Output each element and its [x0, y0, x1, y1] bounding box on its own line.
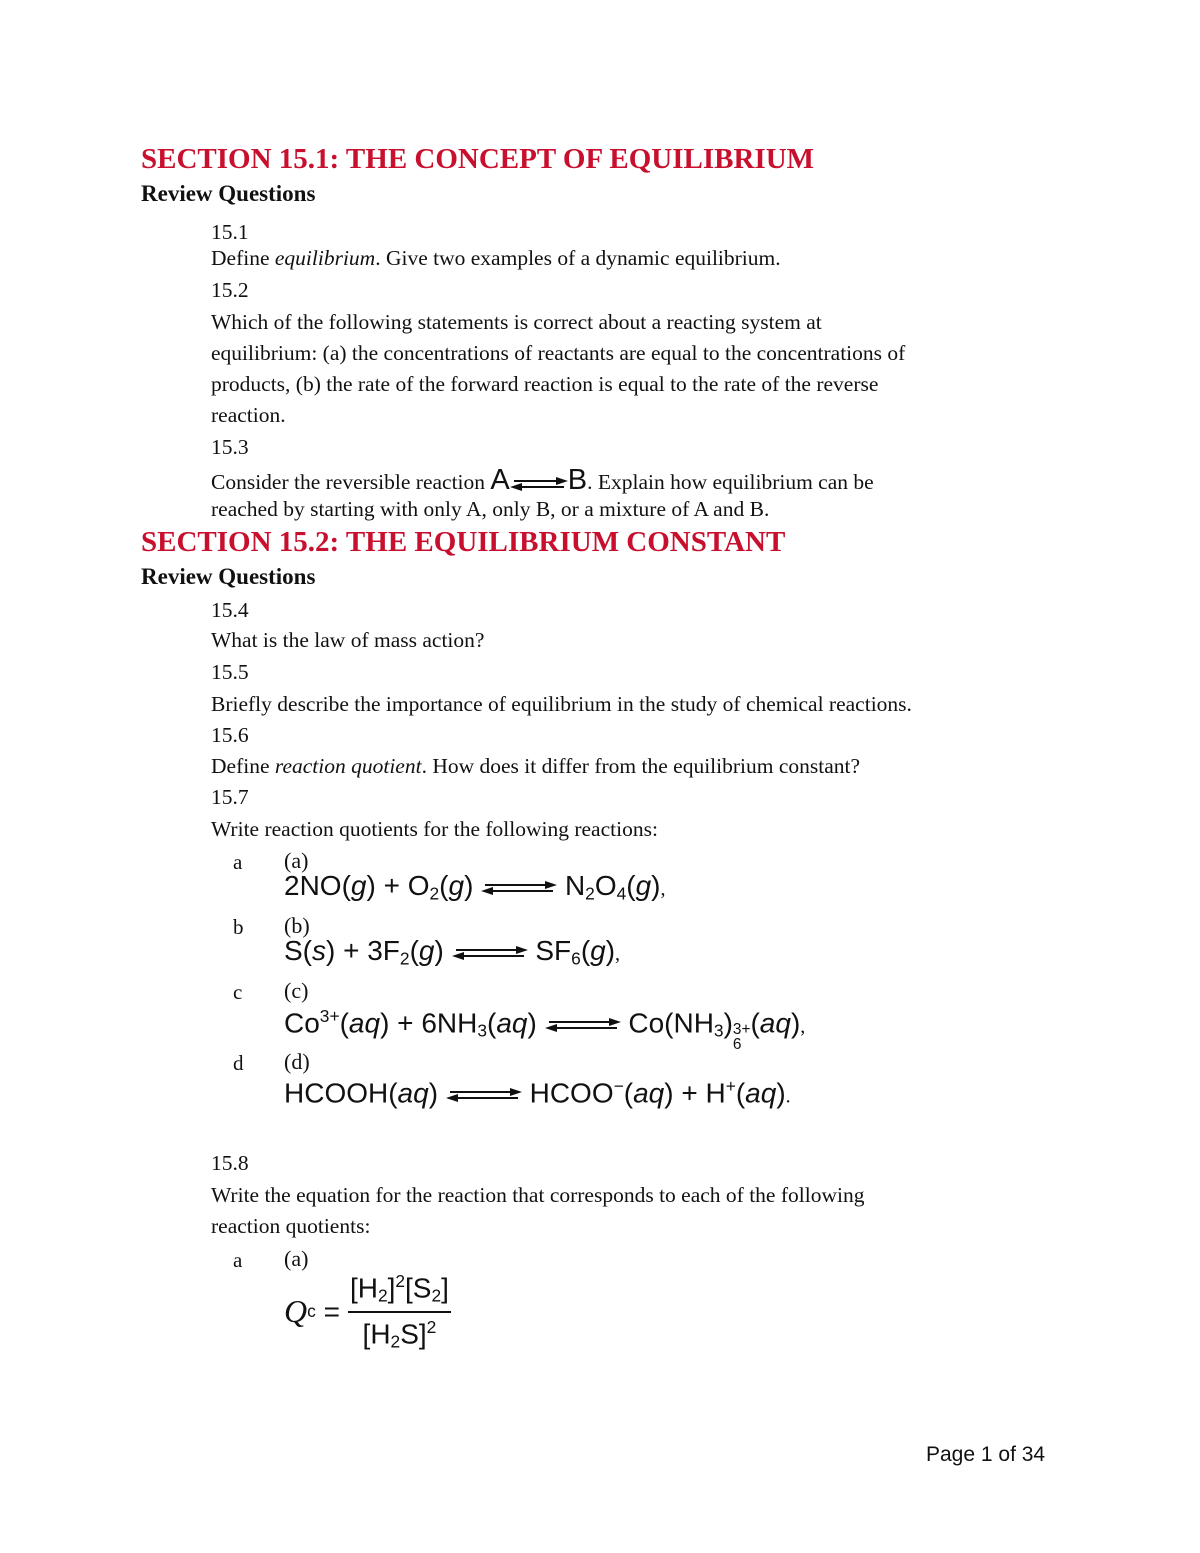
reaction-equation-c: $Co^{3+}(aq) + 6NH3(aq)$ Co(NH3) 3+ 6 (aq), — [284, 1006, 806, 1054]
question-text-line: reached by starting with only A, only B, or a mixture of A and B. — [211, 497, 770, 521]
list-label: a — [233, 1248, 243, 1272]
question-text-15-6: Define reaction quotient. How does it differ from the equilibrium constant? — [211, 754, 861, 778]
review-questions-heading: Review Questions — [141, 564, 316, 589]
question-text-15-4: What is the law of mass action? — [211, 628, 485, 652]
fraction-denominator: $[H2S]^2$ — [362, 1316, 437, 1352]
question-text-line: Which of the following statements is correct about a reacting system at — [211, 310, 822, 334]
question-number: 15.3 — [211, 435, 249, 459]
equilibrium-arrow-icon — [452, 945, 528, 961]
question-text-line: equilibrium: (a) the concentrations of reactants are equal to the concentrations of — [211, 341, 906, 365]
list-label: b — [233, 915, 244, 939]
equilibrium-arrow-icon — [481, 880, 557, 896]
question-number: 15.8 — [211, 1151, 249, 1175]
option-label: (b) — [284, 913, 310, 938]
question-text-15-7: Write reaction quotients for the following reactions: — [211, 817, 658, 841]
list-label: d — [233, 1051, 244, 1075]
page-number: Page 1 of 34 — [926, 1443, 1046, 1466]
question-text-line: Write the equation for the reaction that corresponds to each of the following — [211, 1183, 865, 1207]
list-label: a — [233, 850, 243, 874]
fraction-numerator: $[H2]^2[S2]$ — [348, 1271, 451, 1313]
reaction-equation-b: S(s) + 3F2(g) SF6(g), — [284, 935, 621, 969]
equilibrium-arrow-icon — [510, 476, 568, 492]
question-text-15-5: Briefly describe the importance of equilibrium in the study of chemical reactions. — [211, 692, 912, 716]
question-text-15-1: Define equilibrium. Give two examples of a dynamic equilibrium. — [211, 246, 781, 270]
question-number: 15.7 — [211, 785, 249, 809]
review-questions-heading: Review Questions — [141, 181, 316, 206]
question-number: 15.1 — [211, 220, 249, 244]
equilibrium-arrow-icon — [545, 1017, 621, 1033]
option-label: (d) — [284, 1049, 310, 1074]
section-heading-15-2: SECTION 15.2: THE EQUILIBRIUM CONSTANT — [141, 526, 786, 558]
option-label: (a) — [284, 1246, 309, 1271]
reaction-equation-d: HCOOH(aq) HCOO−(aq) + H+(aq). — [284, 1076, 791, 1109]
section-heading-15-1: SECTION 15.1: THE CONCEPT OF EQUILIBRIUM — [141, 143, 815, 175]
question-number: 15.6 — [211, 723, 249, 747]
list-label: c — [233, 980, 243, 1004]
question-number: 15.5 — [211, 660, 249, 684]
question-text-line: reaction quotients: — [211, 1214, 371, 1238]
option-label: (c) — [284, 978, 309, 1003]
question-number: 15.2 — [211, 278, 249, 302]
question-number: 15.4 — [211, 598, 249, 622]
equilibrium-arrow-icon — [446, 1087, 522, 1103]
option-label: (a) — [284, 848, 309, 873]
reaction-equation-a: 2NO(g) + O2(g) N2O4(g), — [284, 870, 666, 904]
question-text-line: reaction. — [211, 403, 286, 427]
question-text-15-3: Consider the reversible reaction A B. Explain how equilibrium can be — [211, 464, 874, 496]
fraction — [348, 1271, 451, 1352]
question-text-line: products, (b) the rate of the forward reaction is equal to the rate of the reverse — [211, 372, 879, 396]
reaction-quotient-expression: Q c = $\frac{[H2]^2[S2]}{[H2S]^2}$ — [284, 1271, 449, 1352]
